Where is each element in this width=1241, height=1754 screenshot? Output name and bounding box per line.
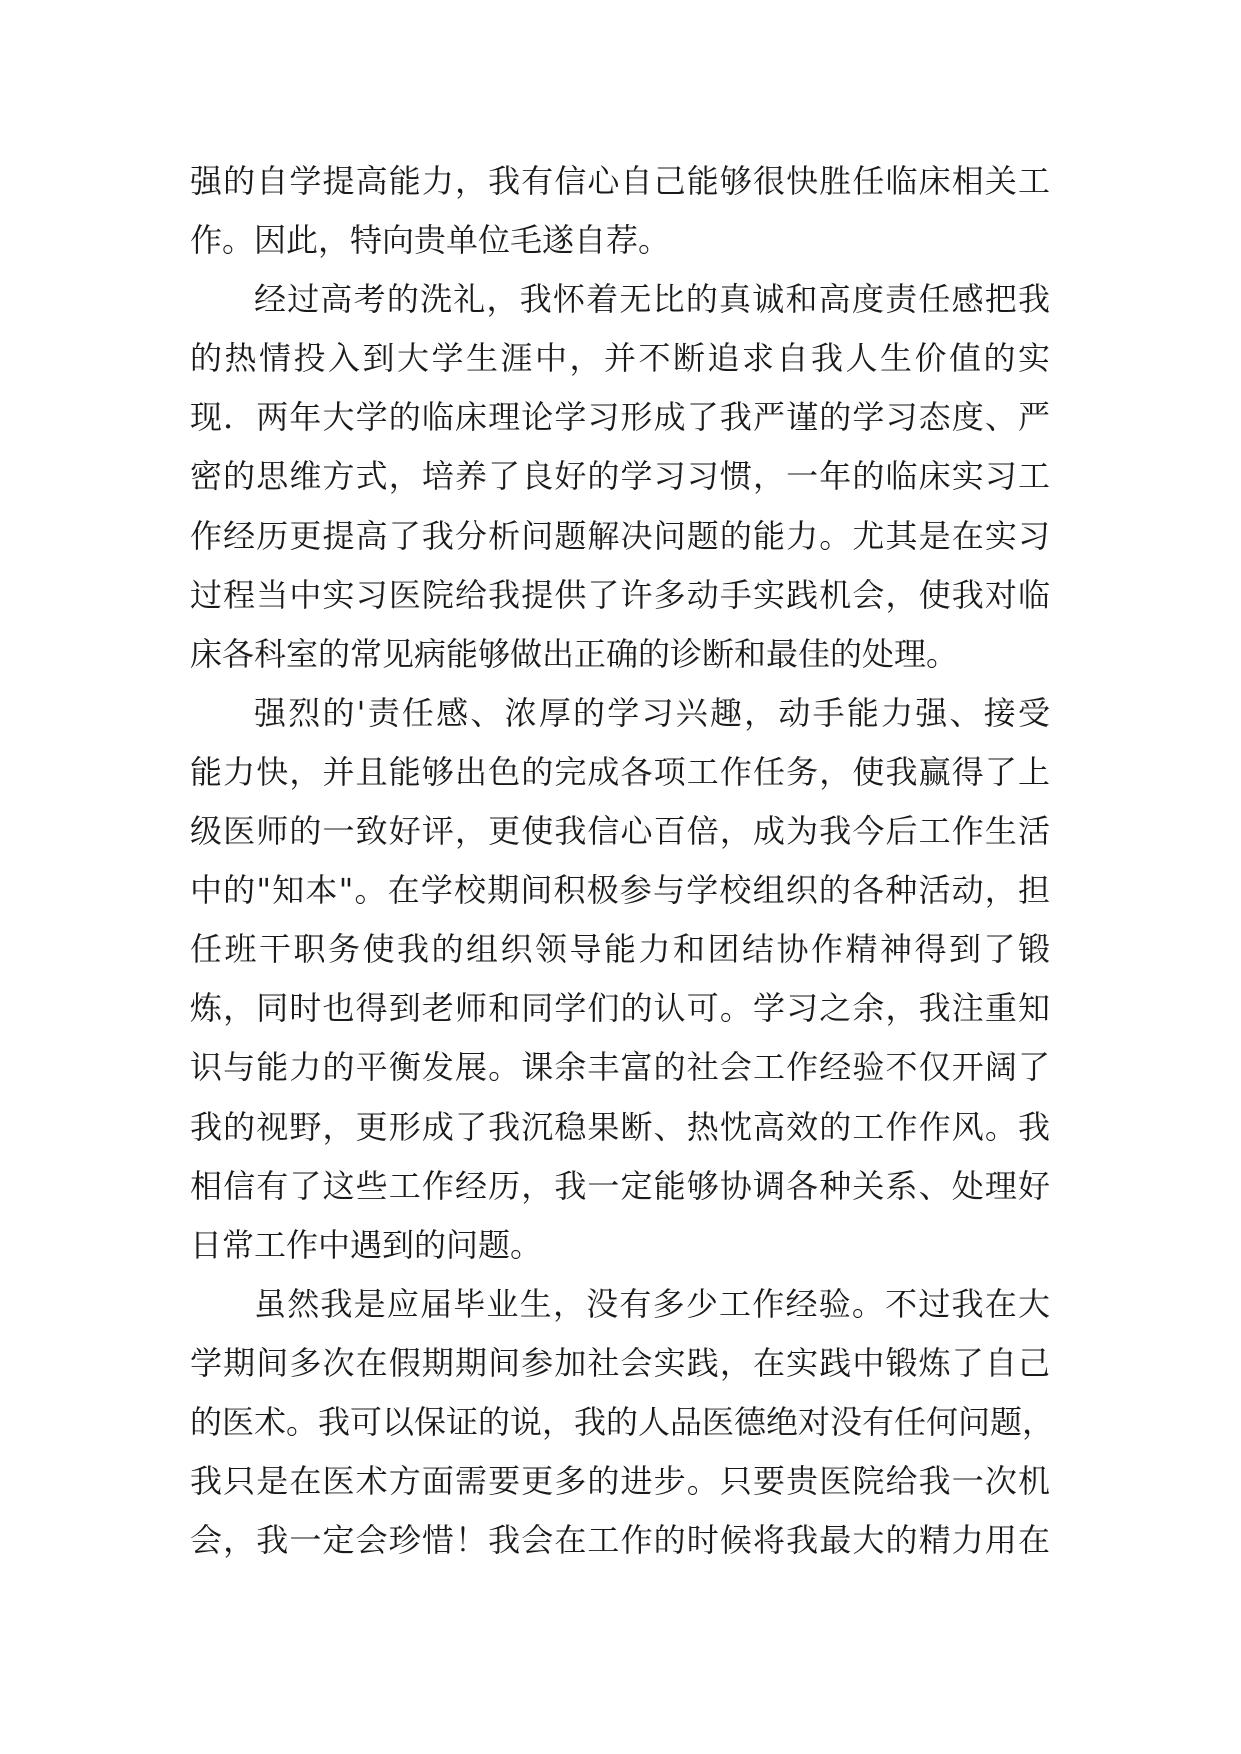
text-line: 现．两年大学的临床理论学习形成了我严谨的学习态度、严: [190, 398, 1050, 437]
text-line: 的医术。我可以保证的说，我的人品医德绝对没有任何问题，: [190, 1402, 1055, 1441]
text-line: 日常工作中遇到的问题。: [190, 1225, 543, 1264]
paragraph: [190, 1275, 1055, 1570]
paragraph: [190, 684, 1050, 1275]
text-line: 的热情投入到大学生涯中，并不断追求自我人生价值的实: [190, 339, 1050, 378]
text-line: 中的"知本"。在学校期间积极参与学校组织的各种活动，担: [190, 871, 1050, 910]
text-line: 虽然我是应届毕业生，没有多少工作经验。不过我在大: [254, 1284, 1050, 1323]
text-line: 会，我一定会珍惜！我会在工作的时候将我最大的精力用在: [190, 1521, 1050, 1560]
text-line: 识与能力的平衡发展。课余丰富的社会工作经验不仅开阔了: [190, 1048, 1050, 1087]
text-line: 床各科室的常见病能够做出正确的诊断和最佳的处理。: [190, 634, 959, 673]
text-line: 任班干职务使我的组织领导能力和团结协作精神得到了锻: [190, 930, 1050, 969]
text-line: 能力快，并且能够出色的完成各项工作任务，使我赢得了上: [190, 752, 1050, 791]
text-line: 过程当中实习医院给我提供了许多动手实践机会，使我对临: [190, 575, 1050, 614]
text-line: 密的思维方式，培养了良好的学习习惯，一年的临床实习工: [190, 457, 1050, 496]
text-line: 学期间多次在假期期间参加社会实践，在实践中锻炼了自己: [190, 1343, 1050, 1382]
body-text: [190, 152, 1055, 1570]
text-line: 我的视野，更形成了我沉稳果断、热忱高效的工作作风。我: [190, 1107, 1050, 1146]
text-line: 强的自学提高能力，我有信心自己能够很快胜任临床相关工: [190, 162, 1050, 200]
text-line: 炼，同时也得到老师和同学们的认可。学习之余，我注重知: [190, 989, 1050, 1028]
text-line: 作。因此，特向贵单位毛遂自荐。: [190, 221, 671, 260]
text-line: 强烈的'责任感、浓厚的学习兴趣，动手能力强、接受: [254, 693, 1050, 732]
text-line: 级医师的一致好评，更使我信心百倍，成为我今后工作生活: [190, 812, 1050, 851]
text-line: 作经历更提高了我分析问题解决问题的能力。尤其是在实习: [190, 516, 1050, 555]
text-line: 我只是在医术方面需要更多的进步。只要贵医院给我一次机: [190, 1462, 1050, 1501]
text-line: 经过高考的洗礼，我怀着无比的真诚和高度责任感把我: [254, 280, 1050, 319]
paragraph: [190, 152, 1050, 270]
text-line: 相信有了这些工作经历，我一定能够协调各种关系、处理好: [190, 1166, 1050, 1205]
paragraph: [190, 270, 1050, 684]
